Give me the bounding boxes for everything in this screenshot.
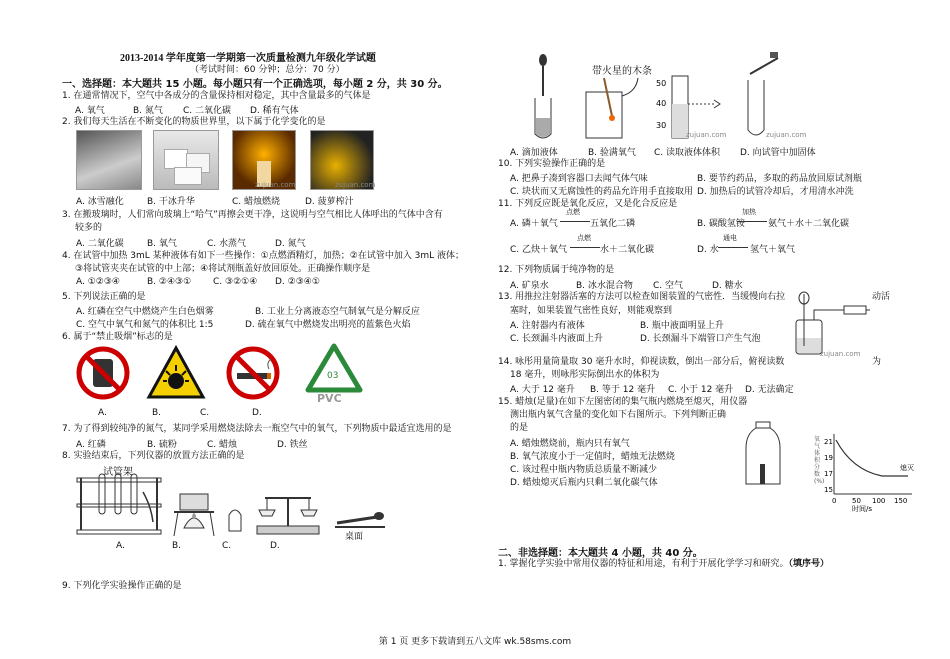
q7-option-b: B. 硫粉: [147, 440, 177, 450]
q4-option-c: C. ③②①④: [213, 277, 258, 287]
balance-scale-icon: [253, 482, 323, 538]
q14-option-b: B. 等于 12 毫升: [590, 385, 656, 395]
x-tick-50: 50: [852, 497, 861, 505]
watermark: zujuan.com: [820, 350, 861, 358]
watermark: zujuan.com: [766, 131, 807, 139]
q6-option-a: A.: [98, 408, 107, 418]
q9-option-c: C. 读取液体体积: [654, 148, 721, 158]
q10-option-d: D. 加热后的试管冷却后，才用清水冲洗: [697, 187, 854, 197]
q5-option-c: C. 空气中氧气和氮气的体积比 1:5: [76, 320, 214, 330]
cylinder-tick-50: 50: [656, 79, 667, 88]
q15-line3: 的是: [510, 423, 529, 433]
q11-b-condition: 加热: [742, 208, 756, 216]
q14-option-a: A. 大于 12 毫升: [510, 385, 575, 395]
reaction-arrow: [560, 221, 590, 222]
q3-option-c: C. 水蒸气: [207, 239, 247, 249]
x-tick-100: 100: [872, 497, 886, 505]
q8-option-c: C.: [222, 541, 232, 551]
y-tick-17: 17: [824, 470, 833, 478]
q11-b-products: 氨气＋水＋二氧化碳: [768, 219, 850, 229]
cylinder-tick-30: 30: [656, 121, 667, 130]
oxygen-curve: [836, 440, 908, 476]
q4-line2: ③将试管夹夹在试管的中上部；④将试剂瓶盖好放回原处。正确操作顺序是: [75, 264, 371, 274]
q9-option-b: B. 验满氧气: [588, 148, 636, 158]
q13-line1: 13. 用推拉注射器活塞的方法可以检查如图装置的气密性．当缓慢向右拉: [498, 292, 786, 302]
q11-d-products: 氢气＋氧气: [750, 245, 796, 255]
q1-stem: 1. 在通常情况下，空气中各成分的含量保持相对稳定，其中含量最多的气体是: [62, 91, 371, 101]
q3-option-d: D. 氮气: [275, 239, 306, 249]
q15-option-a: A. 蜡烛燃烧前，瓶内只有氧气: [510, 439, 630, 449]
pvc-recycle-sign-icon: [305, 342, 363, 404]
burner-with-beaker-icon: [170, 488, 220, 538]
q12-option-b: B. 冰水混合物: [576, 281, 633, 291]
q10-option-b: B. 要节约药品，多取的药品放回原试剂瓶: [697, 174, 862, 184]
q7-option-c: C. 蜡烛: [207, 440, 238, 450]
q2-option-c: C. 蜡烛燃烧: [232, 197, 281, 207]
q3-option-b: B. 氧气: [147, 239, 177, 249]
q6-option-c: C.: [200, 408, 210, 418]
q4-option-b: B. ②④③①: [147, 277, 192, 287]
q12-stem: 12. 下列物质属于纯净物的是: [498, 265, 615, 275]
q11-d-condition: 通电: [723, 234, 737, 242]
dropper-into-tube-icon: [528, 52, 558, 140]
exam-title: 2013-2014 学年度第一学期第一次质量检测九年级化学试题: [120, 53, 376, 64]
q4-option-a: A. ①②③④: [76, 277, 120, 287]
q4-option-d: D. ②③④①: [275, 277, 320, 287]
recycle-code-label: 03: [327, 371, 339, 381]
q1-option-a: A. 氧气: [75, 106, 105, 116]
q13-line1-tail: 动活: [872, 292, 891, 302]
exam-subtitle: （考试时间：60 分钟；总分：70 分）: [190, 65, 345, 75]
page-footer: 第 1 页 更多下载请到五八文库 wk.58sms.com: [378, 637, 572, 647]
q7-line1: 7. 为了得到较纯净的氮气，某同学采用燃烧法除去一瓶空气中的氧气，下列物质中最适宜选用的是: [62, 424, 452, 434]
gas-jar-splint-icon: [578, 76, 640, 140]
q15-option-d: D. 蜡烛熄灭后瓶内只剩二氧化碳气体: [510, 478, 658, 488]
sealed-jar-with-candle-icon: [744, 420, 784, 486]
q8-stem: 8. 实验结束后，下列仪器的放置方法正确的是: [62, 451, 245, 461]
q11-a-reactants: A. 磷＋氧气: [510, 219, 558, 229]
q15-line1: 15. 蜡烛(足量)在如下左图密闭的集气瓶内燃烧至熄灭，用仪器: [498, 397, 748, 407]
q11-c-condition: 点燃: [577, 234, 591, 242]
q9-stem: 9. 下列化学实验操作正确的是: [62, 581, 182, 591]
q8-option-a: A.: [116, 541, 125, 551]
pvc-label: PVC: [317, 392, 342, 405]
desk-label: 桌面: [345, 532, 364, 542]
y-axis-label: 氧气体积分数(%): [814, 436, 825, 485]
explosive-warning-sign-icon: [147, 345, 205, 401]
y-tick-19: 19: [824, 454, 833, 462]
test-tube-rack-icon: [75, 474, 165, 536]
section-2-heading: 二、非选择题：本大题共 4 小题，共 40 分。: [498, 548, 703, 559]
syringe-flask-apparatus-icon: [790, 290, 870, 356]
q12-option-a: A. 矿泉水: [510, 281, 549, 291]
dry-ice-photo: [153, 130, 219, 190]
q10-option-a: A. 把鼻子凑到容器口去闻气体气味: [510, 174, 648, 184]
q5-stem: 5. 下列说法正确的是: [62, 292, 146, 302]
q6-stem: 6. 属于“禁止吸烟”标志的是: [62, 332, 173, 342]
q5-option-d: D. 硫在氧气中燃烧发出明亮的蓝紫色火焰: [245, 320, 411, 330]
q8-option-d: D.: [270, 541, 280, 551]
oxygen-content-chart: [812, 430, 922, 513]
reaction-arrow: [718, 247, 748, 248]
q3-stem-line2: 较多的: [75, 223, 103, 233]
q11-d-reactants: D. 水: [697, 245, 719, 255]
section-1-heading: 一、选择题：本大题共 15 小题。每小题只有一个正确选项，每小题 2 分，共 30 分。: [62, 79, 448, 90]
reaction-arrow: [737, 221, 767, 222]
y-tick-21: 21: [824, 438, 833, 446]
q13-line2: 塞时，如果装置气密性良好，则能观察到: [510, 306, 673, 316]
q15-line2: 测出瓶内氧气含量的变化如下右图所示。下列判断正确: [510, 410, 727, 420]
no-smoking-sign-icon: [225, 345, 281, 401]
q11-a-products: 五氧化二磷: [590, 219, 636, 229]
x-tick-0: 0: [832, 497, 837, 505]
ice-melting-photo: [76, 130, 142, 190]
q1-option-b: B. 氮气: [133, 106, 163, 116]
q1-option-d: D. 稀有气体: [250, 106, 299, 116]
q14-line1-tail: 为: [872, 357, 882, 367]
q15-option-b: B. 氧气浓度小于一定值时，蜡烛无法燃烧: [510, 452, 675, 462]
q10-stem: 10. 下列实验操作正确的是: [498, 159, 606, 169]
q4-line1: 4. 在试管中加热 3mL 某种液体有如下一些操作：①点燃酒精灯，加热；②在试管中加入 3mL 液体；: [62, 251, 465, 261]
q2-stem: 2. 我们每天生活在不断变化的物质世界里，以下属于化学变化的是: [62, 117, 326, 127]
q7-option-a: A. 红磷: [76, 440, 106, 450]
watermark: zujuan.com: [686, 131, 727, 139]
q14-option-c: C. 小于 12 毫升: [668, 385, 734, 395]
q11-b-reactants: B. 碳酸氢铵: [697, 219, 745, 229]
glowing-splint-label: 带火星的木条: [592, 66, 652, 77]
q15-option-c: C. 该过程中瓶内物质总质量不断减少: [510, 465, 658, 475]
test-tube-rack-label: 试管架: [103, 467, 133, 478]
no-barrel-sign-icon: [75, 345, 131, 401]
q14-line1: 14. 咏彤用量筒量取 30 毫升水时，仰视读数，倒出一部分后，俯视读数: [498, 357, 785, 367]
q3-option-a: A. 二氧化碳: [76, 239, 124, 249]
q9-option-d: D. 向试管中加固体: [740, 148, 816, 158]
q2-option-b: B. 干冰升华: [147, 197, 195, 207]
q2-option-d: D. 菠萝榨汁: [305, 197, 354, 207]
q11-stem: 11. 下列反应既是氧化反应，又是化合反应是: [498, 199, 678, 209]
extinguish-label: 熄灭: [900, 464, 914, 472]
x-tick-150: 150: [894, 497, 908, 505]
reaction-arrow: [570, 247, 600, 248]
cylinder-tick-40: 40: [656, 99, 667, 108]
watermark: zujuan.com: [335, 181, 376, 189]
q6-option-d: D.: [252, 408, 262, 418]
q11-a-condition: 点燃: [566, 208, 580, 216]
q10-option-c: C. 块状而又无腐蚀性的药品允许用手直接取用: [510, 187, 694, 197]
s2-q1-text: [498, 558, 829, 570]
q12-option-c: C. 空气: [653, 281, 684, 291]
q14-option-d: D. 无法确定: [745, 385, 794, 395]
q14-line2: 18 毫升，则咏彤实际倒出水的体积为: [510, 370, 660, 380]
tube-with-spatula-icon: [740, 50, 780, 140]
q8-option-b: B.: [172, 541, 182, 551]
q5-option-a: A. 红磷在空气中燃烧产生白色烟雾: [76, 307, 214, 317]
q11-c-reactants: C. 乙炔＋氧气: [510, 245, 568, 255]
q9-option-a: A. 滴加液体: [510, 148, 558, 158]
watermark: zujuan.com: [255, 181, 296, 189]
q1-option-c: C. 二氧化碳: [183, 106, 232, 116]
q12-option-d: D. 糖水: [712, 281, 743, 291]
q11-c-products: 水＋二氧化碳: [600, 245, 655, 255]
q2-option-a: A. 冰雪融化: [76, 197, 124, 207]
q13-option-d: D. 长颈漏斗下端管口产生气泡: [640, 334, 761, 344]
q13-option-c: C. 长颈漏斗内液面上升: [510, 334, 604, 344]
y-tick-15: 15: [824, 486, 833, 494]
x-axis-label: 时间/s: [852, 505, 873, 513]
q5-option-b: B. 工业上分离液态空气制氧气是分解反应: [255, 307, 420, 317]
s2-q1-fill-hint: （填序号）: [788, 559, 829, 569]
q7-option-d: D. 铁丝: [277, 440, 308, 450]
q13-option-b: B. 瓶中液面明显上升: [640, 321, 724, 331]
capped-bottle-icon: [225, 505, 245, 535]
q13-option-a: A. 注射器内有液体: [510, 321, 585, 331]
q6-option-b: B.: [152, 408, 162, 418]
s2-q1-stem: 1. 掌握化学实验中常用仪器的特征和用途，有利于开展化学学习和研究。: [498, 559, 789, 569]
q3-stem-line1: 3. 在搬玻璃时，人们常向玻璃上“哈气”再擦会更干净，这说明与空气相比人体呼出的气体中含有: [62, 210, 443, 220]
